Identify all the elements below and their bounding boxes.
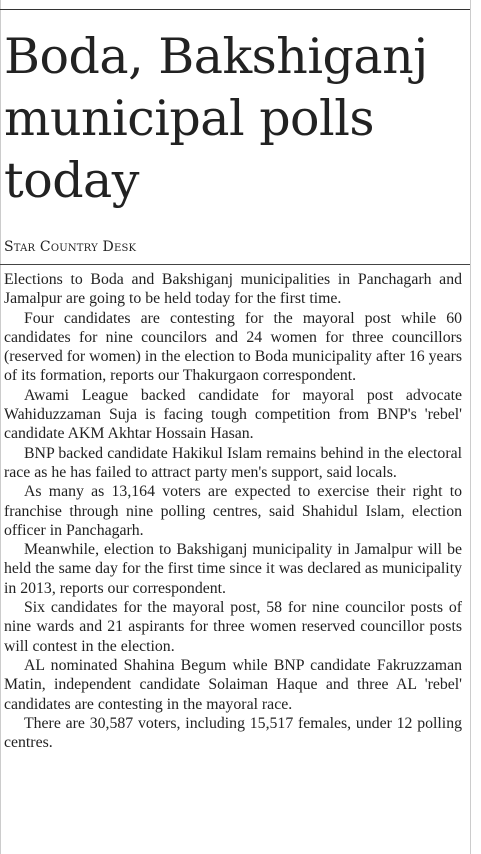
paragraph: Awami League backed candidate for mayoral post advocate Wahiduzzaman Suja is facing tough competition from BNP's 'rebel' candidate AKM Akhtar Hossain Hasan. [4,386,462,443]
article-body [4,270,462,752]
paragraph: There are 30,587 voters, including 15,517 females, under 12 polling centres. [4,714,462,752]
top-rule [0,9,470,10]
left-column-rule [0,0,1,854]
paragraph: Six candidates for the mayoral post, 58 for nine councilor posts of nine wards and 21 aspirants for three women reserved councillor posts will contest in the election. [4,599,462,655]
paragraph: Meanwhile, election to Bakshiganj municipality in Jamalpur will be held the same day for the first time since it was declared as municipality in 2013, reports our correspondent. [4,541,462,597]
paragraph: AL nominated Shahina Begum while BNP candidate Fakruzzaman Matin, independent candidate Solaiman Haque and three AL 'rebel' candidates are contesting in the mayoral race. [4,656,462,713]
column-rule [470,0,471,854]
byline-rule [0,264,470,265]
headline: Boda, Bakshiganj municipal polls today [4,28,428,209]
paragraph: As many as 13,164 voters are expected to exercise their right to franchise through nine polling centres, said Shahidul Islam, election officer in Panchagarh. [4,483,462,539]
paragraph: BNP backed candidate Hakikul Islam remains behind in the electoral race as he has failed to attract party men's support, said locals. [4,444,462,481]
paragraph: Elections to Boda and Bakshiganj municipalities in Panchagarh and Jamalpur are going to be held today for the first time. [4,271,462,308]
byline: Star Country Desk [4,239,137,255]
paragraph: Four candidates are contesting for the mayoral post while 60 candidates for nine councilors and 24 women for three councillors (reserved for women) in the election to Boda municipality after 16 years of its formation, reports our Thakurgaon correspondent. [4,309,462,385]
